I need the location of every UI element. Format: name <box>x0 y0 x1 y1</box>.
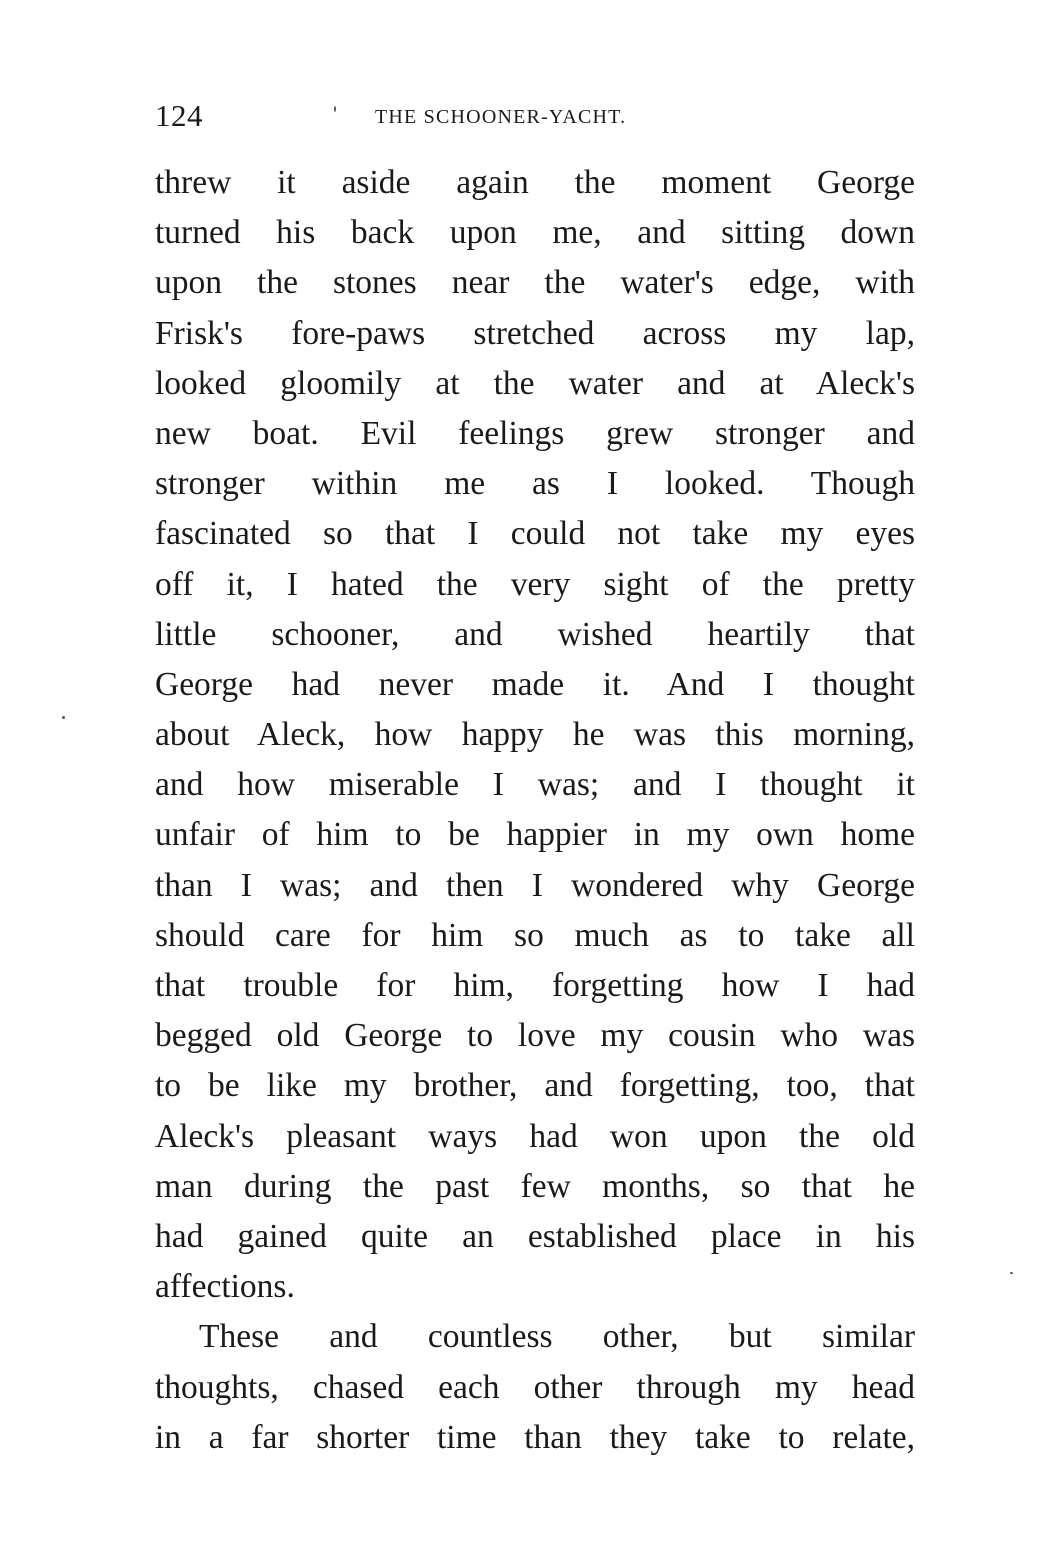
scan-speck <box>1010 1272 1013 1274</box>
text-line: man during the past few months, so that he <box>155 1167 915 1205</box>
text-line: in a far shorter time than they take to relate, <box>155 1418 915 1456</box>
text-line: and how miserable I was; and I thought it <box>155 766 915 804</box>
text-line: affections. <box>155 1268 295 1306</box>
text-line: George had never made it. And I thought <box>155 665 915 703</box>
text-line: threw it aside again the moment George <box>155 164 915 201</box>
body-text <box>155 158 915 1463</box>
text-line: than I was; and then I wondered why George <box>155 866 915 904</box>
text-line: thoughts, chased each other through my head <box>155 1368 915 1406</box>
text-line: Aleck's pleasant ways had won upon the old <box>155 1117 915 1155</box>
text-line: upon the stones near the water's edge, with <box>155 264 915 302</box>
text-line: Frisk's fore-paws stretched across my lap, <box>155 314 915 352</box>
text-line: to be like my brother, and forgetting, too, that <box>155 1067 915 1105</box>
text-line: should care for him so much as to take all <box>155 916 915 954</box>
text-line: off it, I hated the very sight of the pretty <box>155 565 915 603</box>
text-line: turned his back upon me, and sitting down <box>155 214 915 252</box>
text-line: that trouble for him, forgetting how I had <box>155 967 915 1004</box>
page-header <box>155 98 915 138</box>
text-line: fascinated so that I could not take my eyes <box>155 515 915 553</box>
scan-speck <box>62 716 65 719</box>
text-line: looked gloomily at the water and at Aleck's <box>155 364 915 402</box>
text-line: unfair of him to be happier in my own home <box>155 816 915 854</box>
page-number: 124 <box>155 98 203 133</box>
paragraph-1 <box>155 158 915 1312</box>
text-line: about Aleck, how happy he was this morning, <box>155 716 915 754</box>
text-line: stronger within me as I looked. Though <box>155 465 915 503</box>
text-line: These and countless other, but similar <box>199 1318 915 1356</box>
running-title: THE SCHOONER-YACHT. <box>375 106 627 128</box>
text-line: begged old George to love my cousin who was <box>155 1017 915 1055</box>
text-line: new boat. Evil feelings grew stronger and <box>155 414 915 452</box>
text-line: little schooner, and wished heartily that <box>155 615 915 653</box>
paragraph-2 <box>155 1312 915 1463</box>
scan-speck <box>334 106 336 112</box>
text-line: had gained quite an established place in his <box>155 1217 915 1255</box>
